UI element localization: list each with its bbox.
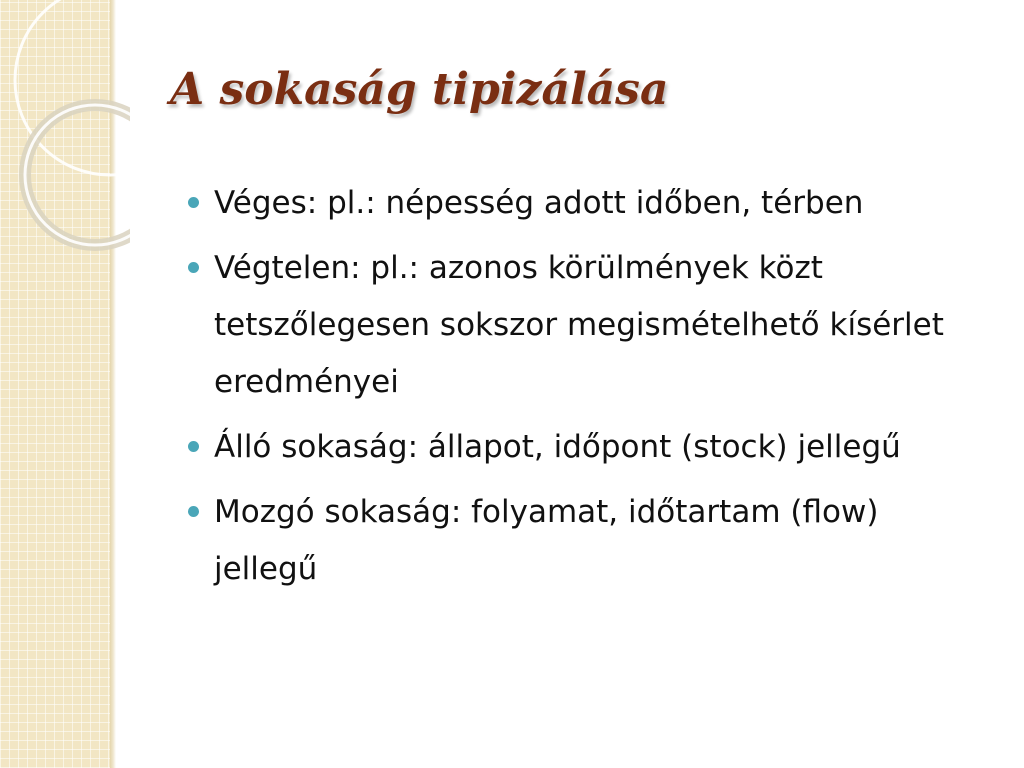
bullet-dot-icon bbox=[188, 197, 199, 208]
bullet-text: Álló sokaság: állapot, időpont (stock) jellegű bbox=[214, 429, 901, 465]
bullet-text: Végtelen: pl.: azonos körülmények közt tetszőlegesen sokszor megismételhető kísérlet eredményei bbox=[214, 250, 944, 400]
bullet-list bbox=[188, 175, 988, 606]
ring-decoration-icon bbox=[0, 0, 130, 260]
bullet-text: Véges: pl.: népesség adott időben, térben bbox=[214, 185, 864, 221]
bullet-dot-icon bbox=[188, 262, 199, 273]
bullet-item bbox=[188, 175, 988, 232]
bullet-dot-icon bbox=[188, 506, 199, 517]
bullet-text: Mozgó sokaság: folyamat, időtartam (flow) jellegű bbox=[214, 494, 879, 587]
bullet-dot-icon bbox=[188, 441, 199, 452]
slide-title: A sokaság tipizálása bbox=[170, 64, 669, 115]
bullet-item bbox=[188, 240, 988, 411]
bullet-item bbox=[188, 419, 988, 476]
bullet-item bbox=[188, 484, 988, 598]
